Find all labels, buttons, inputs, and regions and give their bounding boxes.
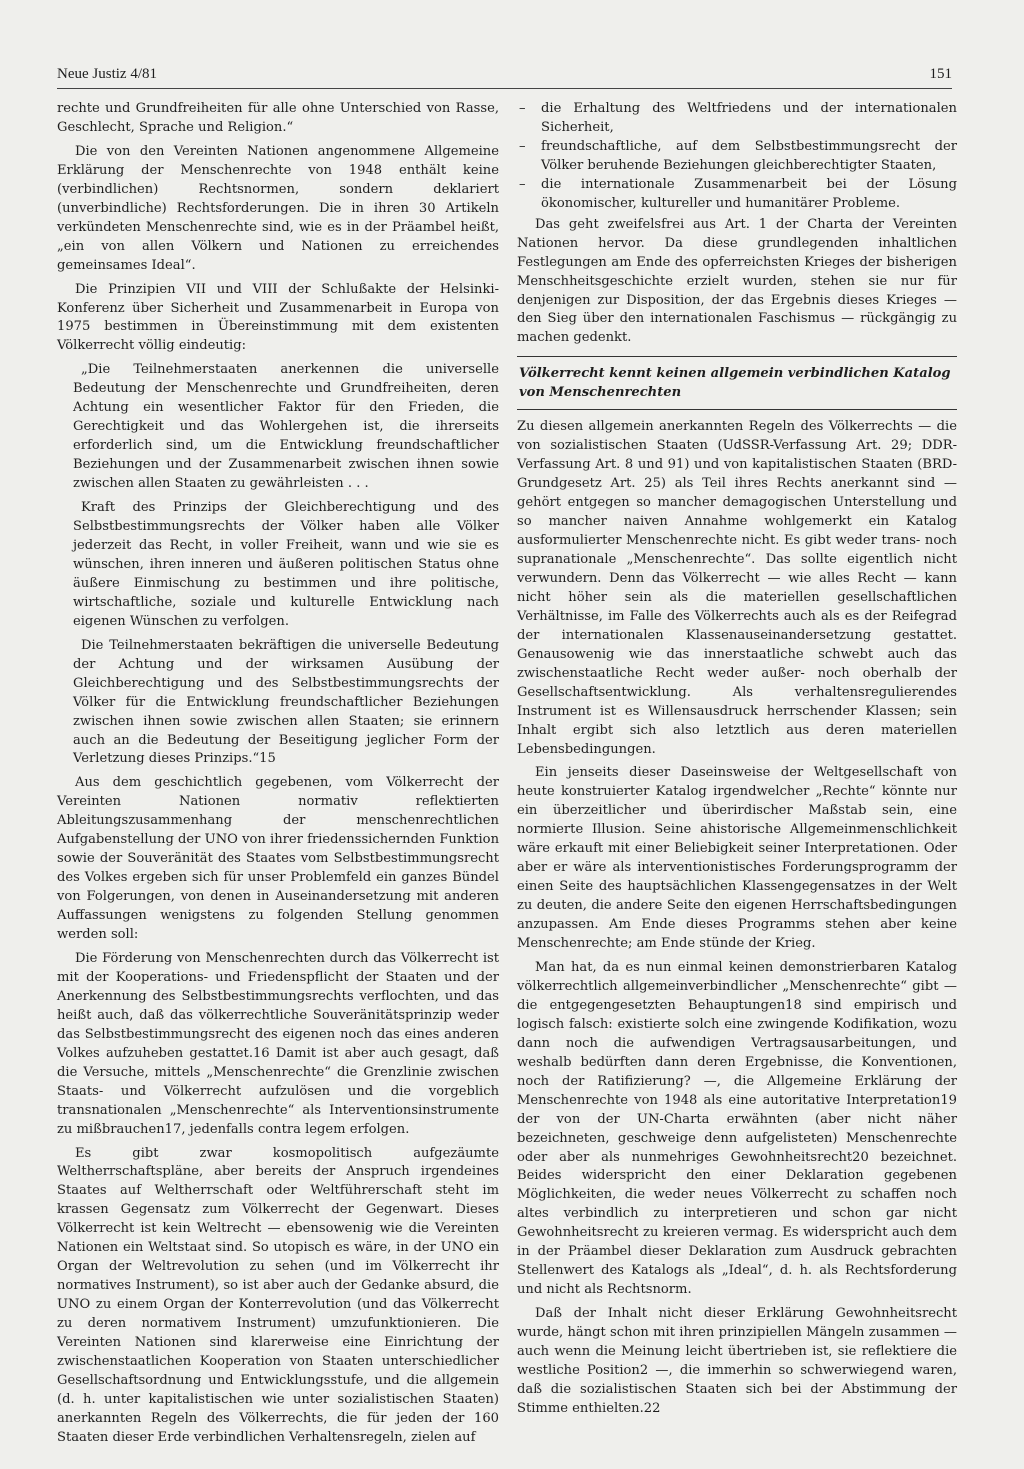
paragraph: Es gibt zwar kosmopolitisch aufgezäumte Weltherrschaftspläne, aber bereits der Anspruch irgendeines Staates auf Weltherrschaft oder Weltführerschaft steht im krassen Gegensatz zum Völkerrecht der Gegenwart. Dieses Völkerrecht ist kein Weltrecht — ebensowenig wie die Vereinten Nationen ein Weltstaat sind. So utopisch es wäre, in der UNO ein Organ der Weltrevolution zu sehen (und im Völkerrecht ihr normatives Instrument), so ist aber auch der Gedanke absurd, die UNO zu einem Organ der Konterrevolution (und das Völkerrecht zu deren normativem Instrument) umzufunktionieren. Die Vereinten Nationen sind klarerweise eine Einrichtung der zwischenstaatlichen Kooperation von Staaten unterschiedlicher Gesellschaftsordnung und Entwicklungsstufe, und die allgemein (d. h. unter kapitalistischen wie unter sozialistischen Staaten) anerkannten Regeln des Völkerrechts, die für jeden der 160 Staaten dieser Erde verbindlichen Verhaltensregeln, zielen auf <box>57 1145 499 1445</box>
section-rule <box>517 356 957 357</box>
journal-title: Neue Justiz 4/81 <box>57 66 157 82</box>
header-rule <box>57 88 952 89</box>
paragraph: Ein jenseits dieser Daseinsweise der Weltgesellschaft von heute konstruierter Katalog irgendwelcher „Rechte“ könnte nur ein überzeitlicher und überirdischer Maßstab sein, eine normierte Illusion. Seine ahistorische Allgemeinmenschlichkeit wäre erkauft mit einer Beliebigkeit seiner Interpretationen. Oder aber er wäre als interventionistisches Forderungsprogramm der einen Seite des hauptsächlichen Klassengegensatzes in der Welt zu deuten, die andere Seite den eigenen Herrschaftsbedingungen anzupassen. Am Ende dieses Programms stehen aber keine Menschenrechte; am Ende stünde der Krieg. <box>517 765 957 952</box>
list-item: – freundschaftliche, auf dem Selbstbestimmungsrecht der Völker beruhende Beziehungen gleichberechtigter Staaten, <box>517 138 957 176</box>
page-number: 151 <box>929 66 952 82</box>
paragraph: Daß der Inhalt nicht dieser Erklärung Gewohnheitsrecht wurde, hängt schon mit ihren prinzipiellen Mängeln zusammen — auch wenn die Meinung leicht übertrieben ist, sie reflektiere die westliche Position2 —, die immerhin so schwerwiegend waren, daß die sozialistischen Staaten sich bei der Abstimmung der Stimme enthielten.22 <box>517 1306 957 1416</box>
right-column <box>517 100 957 1424</box>
paragraph: Die Prinzipien VII und VIII der Schlußakte der Helsinki-Konferenz über Sicherheit und Zusammenarbeit in Europa von 1975 bestimmen in Übereinstimmung mit dem existenten Völkerrecht völlig eindeutig: <box>57 281 499 354</box>
quoted-paragraph: Die Teilnehmerstaaten bekräftigen die universelle Bedeutung der Achtung und der wirksamen Ausübung der Gleichberechtigung und des Selbstbestimmungsrechts der Völker für die Entwicklung freundschaftlicher Beziehungen zwischen ihnen sowie zwischen allen Staaten; sie erinnern auch an die Bedeutung der Beseitigung jeglicher Form der Verletzung dieses Prinzips.“15 <box>73 637 499 767</box>
quoted-paragraph: Kraft des Prinzips der Gleichberechtigung und des Selbstbestimmungsrechts der Völker haben alle Völker jederzeit das Recht, in voller Freiheit, wann und wie sie es wünschen, ihren inneren und äußeren politischen Status ohne äußere Einmischung zu bestimmen und ihre politische, wirtschaftliche, soziale und kulturelle Entwicklung nach eigenen Wünschen zu verfolgen. <box>73 500 499 629</box>
running-header <box>57 66 952 88</box>
paragraph: rechte und Grundfreiheiten für alle ohne Unterschied von Rasse, Geschlecht, Sprache und Religion.“ <box>57 101 499 135</box>
quoted-paragraph: „Die Teilnehmerstaaten anerkennen die universelle Bedeutung der Menschenrechte und Grundfreiheiten, deren Achtung ein wesentlicher Faktor für den Frieden, die Gerechtigkeit und das Wohlergehen ist, die ihrerseits erforderlich sind, um die Entwicklung freundschaftlicher Beziehungen und der Zusammenarbeit zwischen ihnen sowie zwischen allen Staaten zu gewährleisten . . . <box>73 362 499 492</box>
list-item: – die internationale Zusammenarbeit bei der Lösung ökonomischer, kultureller und humanitärer Probleme. <box>517 176 957 214</box>
paragraph: Zu diesen allgemein anerkannten Regeln des Völkerrechts — die von sozialistischen Staaten (UdSSR-Verfassung Art. 29; DDR-Verfassung Art. 8 und 91) und von kapitalistischen Staaten (BRD-Grundgesetz Art. 25) als Teil ihres Rechts anerkannt sind — gehört entgegen so mancher demagogischen Unterstellung und so mancher naiven Annahme wohlgemerkt ein Katalog ausformulierter Menschenrechte nicht. Es gibt weder trans- noch supranationale „Menschenrechte“. Das sollte eigentlich nicht verwundern. Denn das Völkerrecht — wie alles Recht — kann nicht höher sein als die materiellen gesellschaftlichen Verhältnisse, im Falle des Völkerrechts auch als es der Reifegrad der internationalen Klassenauseinandersetzung gestattet. Genausowenig wie das innerstaatliche schwebt auch das zwischenstaatliche Recht weder außer- noch oberhalb der Gesellschaftsentwicklung. Als verhaltensregulierendes Instrument ist es Willensausdruck herrschender Klassen; sein Inhalt ergibt sich also letztlich aus deren materiellen Lebensbedingungen. <box>517 419 957 757</box>
section-heading: Völkerrecht kennt keinen allgemein verbindlichen Katalog von Menschenrechten <box>519 366 951 401</box>
section-rule <box>517 409 957 410</box>
paragraph: Das geht zweifelsfrei aus Art. 1 der Charta der Vereinten Nationen hervor. Da diese grundlegenden inhaltlichen Festlegungen am Ende des opferreichsten Krieges der bisherigen Menschheitsgeschichte erzielt wurden, stehen sie nur für denjenigen zur Disposition, der das Ergebnis dieses Krieges — den Sieg über den internationalen Faschismus — rückgängig zu machen gedenkt. <box>517 216 957 346</box>
left-column <box>57 100 499 1453</box>
paragraph: Die Förderung von Menschenrechten durch das Völkerrecht ist mit der Kooperations- und Friedenspflicht der Staaten und der Anerkennung des Selbstbestimmungsrechts verflochten, und das heißt auch, daß das völkerrechtliche Souveränitätsprinzip weder das Selbstbestimmungsrecht des eigenen noch das eines anderen Volkes aufzuheben gestattet.16 Damit ist aber auch gesagt, daß die Versuche, mittels „Menschenrechte“ die Grenzlinie zwischen Staats- und Völkerrecht aufzulösen und die vorgeblich transnationalen „Menschenrechte“ als Interventionsinstrumente zu mißbrauchen17, jedenfalls contra legem erfolgen. <box>57 950 499 1137</box>
paragraph: Die von den Vereinten Nationen angenommene Allgemeine Erklärung der Menschenrechte von 1948 enthält keine (verbindlichen) Rechtsnormen, sondern deklariert (unverbindliche) Rechtsforderungen. Die in ihren 30 Artikeln verkündeten Menschenrechte sind, wie es in der Präambel heißt, „ein von allen Völkern und Nationen zu erreichendes gemeinsames Ideal“. <box>57 143 499 273</box>
paragraph: Aus dem geschichtlich gegebenen, vom Völkerrecht der Vereinten Nationen normativ reflektierten Ableitungszusammenhang der menschenrechtlichen Aufgabenstellung der UNO von ihrer friedenssichernden Funktion sowie der Souveränität des Staates vom Selbstbestimmungsrecht des Volkes ergeben sich für unser Problemfeld ein ganzes Bündel von Folgerungen, von denen in Auseinandersetzung mit anderen Auffassungen wenigstens zu folgenden Stellung genommen werden soll: <box>57 775 499 943</box>
list-item: – die Erhaltung des Weltfriedens und der internationalen Sicherheit, <box>517 100 957 138</box>
goal-list <box>517 100 957 214</box>
paragraph: Man hat, da es nun einmal keinen demonstrierbaren Katalog völkerrechtlich allgemeinverbindlicher „Menschenrechte“ gibt — die entgegengesetzten Behauptungen18 sind empirisch und logisch falsch: existierte solch eine zwingende Kodifikation, wozu dann noch die aufwendigen Vertragsausarbeitungen, und weshalb bedürften dann deren Ergebnisse, die Konventionen, noch der Ratifizierung? —, die Allgemeine Erklärung der Menschenrechte von 1948 als eine autoritative Interpretation19 der von der UN-Charta erwähnten (aber nicht näher bezeichneten, geschweige denn aufgelisteten) Menschenrechte oder aber als nunmehriges Gewohnheitsrecht20 bezeichnet. Beides widerspricht den einer Deklaration gegebenen Möglichkeiten, die weder neues Völkerrecht zu schaffen noch altes verbindlich zu interpretieren und schon gar nicht Gewohnheitsrecht zu kreieren vermag. Es widerspricht auch dem in der Präambel dieser Deklaration zum Ausdruck gebrachten Stellenwert des Katalogs als „Ideal“, d. h. als Rechtsforderung und nicht als Rechtsnorm. <box>517 959 957 1298</box>
right-paragraphs <box>517 418 957 1419</box>
